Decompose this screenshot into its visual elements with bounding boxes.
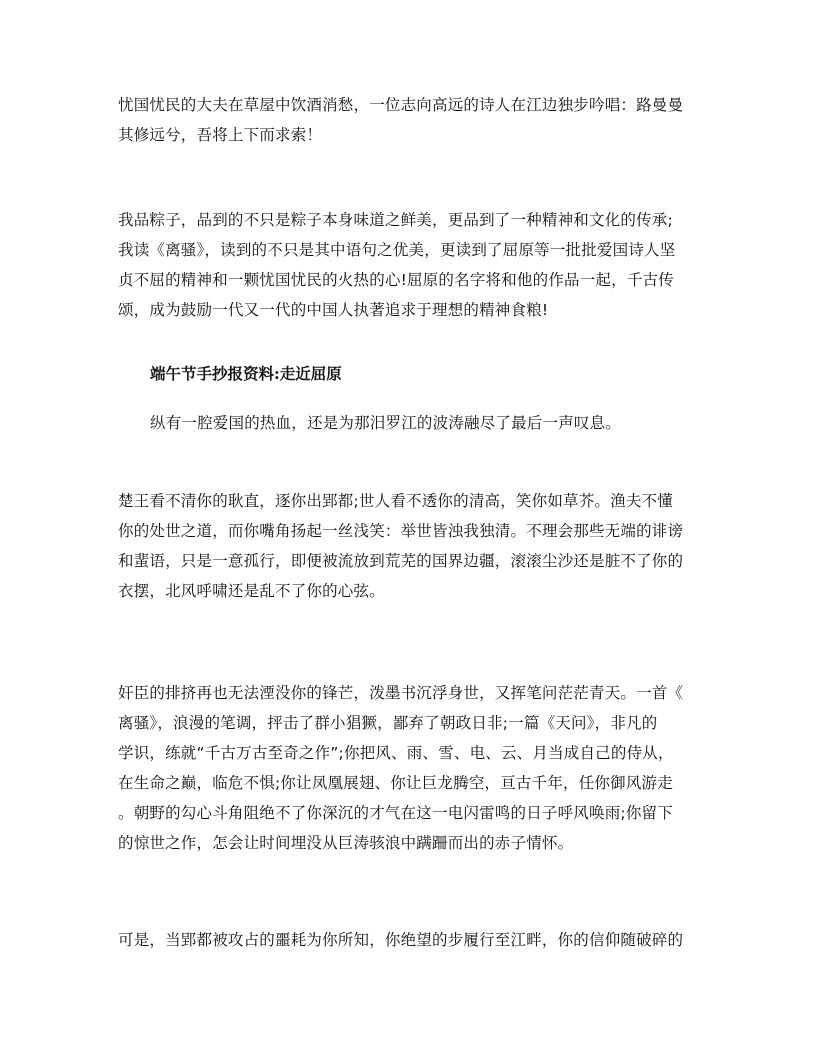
text-line: 衣摆，北风呼啸还是乱不了你的心弦。	[118, 582, 385, 600]
text-line: 其修远兮，吾将上下而求索！	[118, 126, 323, 144]
text-line: 在生命之巅，临危不惧;你让凤凰展翅、你让巨龙腾空，亘古千年，任你御风游走	[118, 774, 673, 792]
text-line: 的惊世之作，怎会让时间埋没从巨涛骇浪中蹒跚而出的赤子情怀。	[118, 834, 574, 852]
text-line: 我品粽子，品到的不只是粽子本身味道之鲜美，更品到了一种精神和文化的传承;	[118, 211, 673, 229]
text-line: 。朝野的勾心斗角阻绝不了你深沉的才气在这一电闪雷鸣的日子呼风唤雨;你留下	[118, 804, 673, 822]
text-line: 楚王看不清你的耿直，逐你出郢都;世人看不透你的清高，笑你如草芥。渔夫不懂	[118, 492, 673, 510]
text-line: 贞不屈的精神和一颗忧国忧民的火热的心!屈原的名字将和他的作品一起，千古传	[118, 271, 674, 289]
text-line: 奸臣的排挤再也无法湮没你的锋芒，泼墨书沉浮身世，又挥笔问茫茫青天。一首《	[118, 684, 684, 702]
text-line: 离骚》，浪漫的笔调，抨击了群小猖獗，鄙弃了朝政日非;一篇《天问》，非凡的	[118, 714, 658, 732]
section-heading: 端午节手抄报资料:走近屈原	[150, 364, 342, 383]
text-line: 忧国忧民的大夫在草屋中饮酒消愁，一位志向高远的诗人在江边独步吟唱：路曼曼	[118, 96, 684, 114]
text-line: 纵有一腔爱国的热血，还是为那汨罗江的波涛融尽了最后一声叹息。	[150, 414, 622, 432]
paragraph-6	[118, 925, 700, 955]
paragraph-5	[118, 678, 700, 858]
text-line: 学识，练就“千古万古至奇之作”;你把风、雨、雪、电、云、月当成自己的侍从，	[118, 744, 674, 762]
text-line: 你的处世之道，而你嘴角扬起一丝浅笑：举世皆浊我独清。不理会那些无端的诽谤	[118, 522, 684, 540]
text-line: 和蜚语，只是一意孤行，即便被流放到荒芜的国界边疆，滚滚尘沙还是脏不了你的	[118, 552, 684, 570]
paragraph-4	[118, 486, 700, 606]
text-line: 颂，成为鼓励一代又一代的中国人执著追求于理想的精神食粮!	[118, 301, 549, 319]
text-line: 我读《离骚》，读到的不只是其中语句之优美，更读到了屈原等一批批爱国诗人坚	[118, 241, 676, 259]
paragraph-1	[118, 90, 700, 150]
paragraph-3	[150, 408, 710, 438]
text-line: 可是，当郢都被攻占的噩耗为你所知，你绝望的步履行至江畔，你的信仰随破碎的	[118, 931, 684, 949]
paragraph-2	[118, 205, 700, 325]
